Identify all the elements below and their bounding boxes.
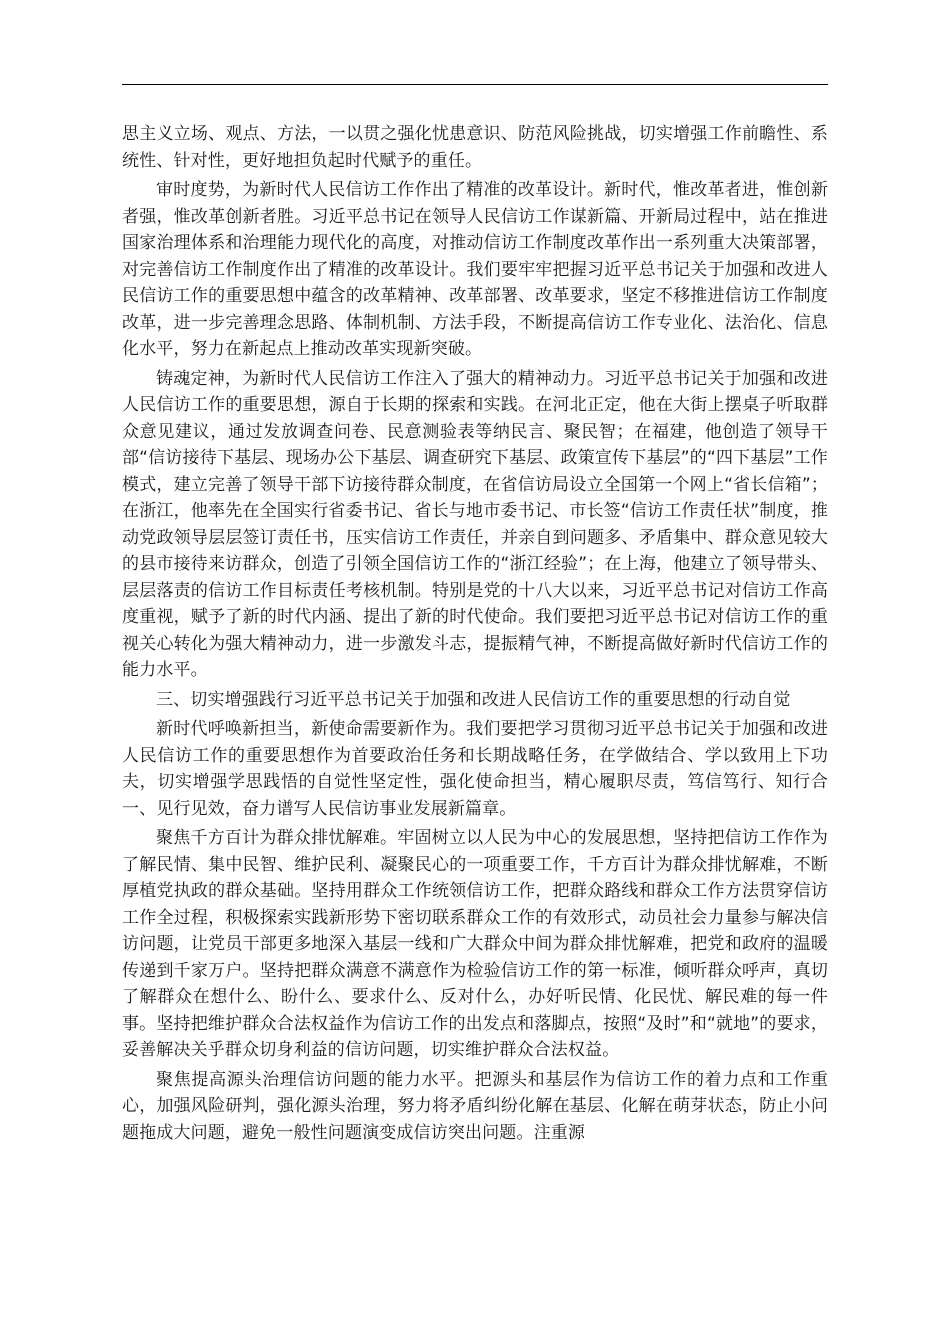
- paragraph-1: 思主义立场、观点、方法，一以贯之强化忧患意识、防范风险挑战，切实增强工作前瞻性、系统性、针对性，更好地担负起时代赋予的重任。: [122, 124, 828, 171]
- paragraph-5: 新时代呼唤新担当，新使命需要新作为。我们要把学习贯彻习近平总书记关于加强和改进人民信访工作的重要思想作为首要政治任务和长期战略任务，在学做结合、学以致用上下功夫，切实增强学思践悟的自觉性坚定性，强化使命担当，精心履职尽责，笃信笃行、知行合一、见行见效，奋力谱写人民信访事业发展新篇章。: [122, 719, 828, 819]
- section-heading-3: 三、切实增强践行习近平总书记关于加强和改进人民信访工作的重要思想的行动自觉: [156, 689, 791, 710]
- document-body: [122, 121, 828, 1149]
- paragraph-6: 聚焦千方百计为群众排忧解难。牢固树立以人民为中心的发展思想，坚持把信访工作作为了解民情、集中民智、维护民利、凝聚民心的一项重要工作，千方百计为群众排忧解难，不断厚植党执政的群众基础。坚持用群众工作统领信访工作，把群众路线和群众工作方法贯穿信访工作全过程，积极探索实践新形势下密切联系群众工作的有效形式，动员社会力量参与解决信访问题，让党员干部更多地深入基层一线和广大群众中间为群众排忧解难，把党和政府的温暖传递到千家万户。坚持把群众满意不满意作为检验信访工作的第一标准，倾听群众呼声，真切了解群众在想什么、盼什么、要求什么、反对什么，办好听民情、化民忧、解民难的每一件事。坚持把维护群众合法权益作为信访工作的出发点和落脚点，按照“及时”和“就地”的要求，妥善解决关乎群众切身利益的信访问题，切实维护群众合法权益。: [122, 828, 828, 1060]
- paragraph-7: 聚焦提高源头治理信访问题的能力水平。把源头和基层作为信访工作的着力点和工作重心，加强风险研判，强化源头治理，努力将矛盾纠纷化解在基层、化解在萌芽状态，防止小问题拖成大问题，避免一般性问题演变成信访突出问题。注重源: [122, 1069, 828, 1143]
- header-rule: [122, 84, 828, 85]
- paragraph-3: 铸魂定神，为新时代人民信访工作注入了强大的精神动力。习近平总书记关于加强和改进人民信访工作的重要思想，源自于长期的探索和实践。在河北正定，他在大街上摆桌子听取群众意见建议，通过发放调查问卷、民意测验表等纳民言、聚民智；在福建，他创造了领导干部“信访接待下基层、现场办公下基层、调查研究下基层、政策宣传下基层”的“四下基层”工作模式，建立完善了领导干部下访接待群众制度，在省信访局设立全国第一个网上“省长信箱”；在浙江，他率先在全国实行省委书记、省长与地市委书记、市长签“信访工作责任状”制度，推动党政领导层层签订责任书，压实信访工作责任，并亲自到问题多、矛盾集中、群众意见较大的县市接待来访群众，创造了引领全国信访工作的“浙江经验”；在上海，他建立了领导带头、层层落责的信访工作目标责任考核机制。特别是党的十八大以来，习近平总书记对信访工作高度重视，赋予了新的时代内涵、提出了新的时代使命。我们要把习近平总书记对信访工作的重视关心转化为强大精神动力，进一步激发斗志，提振精气神，不断提高做好新时代信访工作的能力水平。: [122, 368, 828, 680]
- paragraph-2: 审时度势，为新时代人民信访工作作出了精准的改革设计。新时代，惟改革者进，惟创新者强，惟改革创新者胜。习近平总书记在领导人民信访工作谋新篇、开新局过程中，站在推进国家治理体系和治理能力现代化的高度，对推动信访工作制度改革作出一系列重大决策部署，对完善信访工作制度作出了精准的改革设计。我们要牢牢把握习近平总书记关于加强和改进人民信访工作的重要思想中蕴含的改革精神、改革部署、改革要求，坚定不移推进信访工作制度改革，进一步完善理念思路、体制机制、方法手段，不断提高信访工作专业化、法治化、信息化水平，努力在新起点上推动改革实现新突破。: [122, 180, 828, 359]
